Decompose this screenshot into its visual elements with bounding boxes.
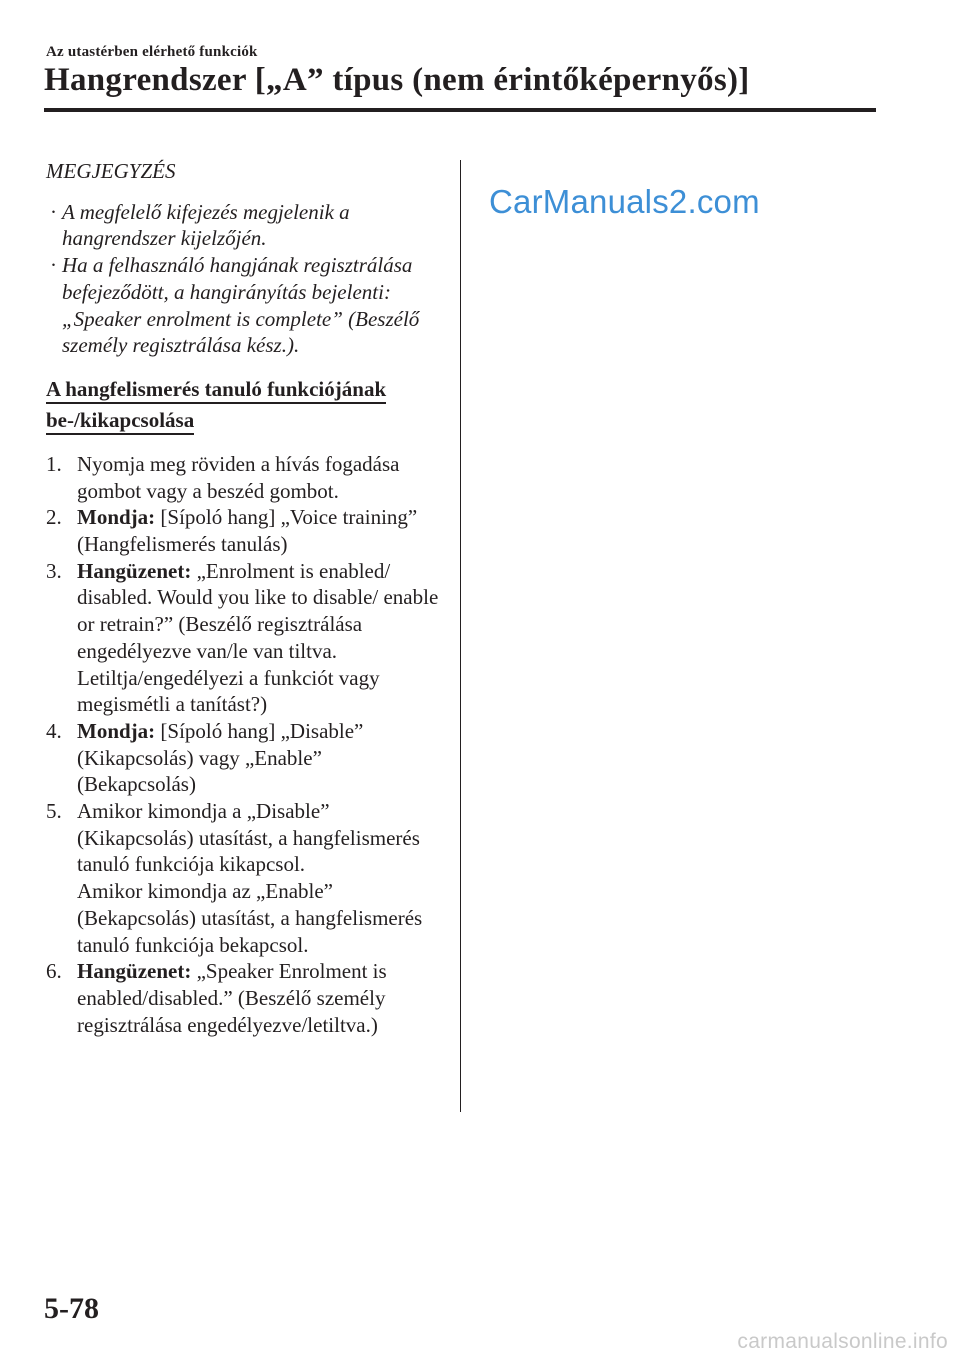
step-text: Amikor kimondja a „Disable” (Kikapcsolás) utasítást, a hangfelismerés tanuló funkciója kikapcsol. [77,799,420,877]
step-number: 5. [46,799,62,824]
step-item [46,958,446,1038]
bullet-dot-icon: · [50,253,57,278]
page-title: Hangrendszer [„A” típus (nem érintőképernyős)] [44,62,750,98]
step-item [46,504,446,557]
bullet-dot-icon: · [50,199,57,224]
step-label: Mondja: [77,505,156,530]
step-text: Amikor kimondja az „Enable” (Bekapcsolás) utasítást, a hangfelismerés tanuló funkciója bekapcsol. [77,879,423,957]
step-number: 4. [46,718,62,743]
step-item [46,451,446,504]
watermark-logo: CarManuals2.com [489,183,760,220]
step-text: Nyomja meg röviden a hívás fogadása gombot vagy a beszéd gombot. [77,451,400,503]
step-item [46,718,446,798]
step-label: Mondja: [77,718,156,743]
title-divider [44,108,876,112]
step-item [46,798,446,958]
step-number: 2. [46,505,62,530]
section-label: Az utastérben elérhető funkciók [46,44,258,60]
step-text: [Sípoló hang] „Disable” (Kikapcsolás) vagy „Enable” (Bekapcsolás) [77,718,364,797]
step-text: „Enrolment is enabled/ disabled. Would you like to disable/ enable or retrain?” (Beszélő regisztrálása engedélyezve van/le van tiltva. Letiltja/engedélyezi a funkciót vagy megismétli a tanítást?) [77,558,439,717]
note-item-text: A megfelelő kifejezés megjelenik a hangrendszer kijelzőjén. [62,199,350,251]
section-heading [46,376,446,435]
footer-site-link[interactable]: carmanualsonline.info [737,1330,948,1353]
step-text: [Sípoló hang] „Voice training” (Hangfelismerés tanulás) [77,505,418,557]
column-divider [460,160,461,1112]
page-number: 5-78 [44,1292,99,1325]
section-heading-line: be-/kikapcsolása [46,408,194,435]
note-item-text: Ha a felhasználó hangjának regisztrálása befejeződött, a hangirányítás bejelenti: „Speaker enrolment is complete” (Beszélő személy regisztrálása kész.). [62,253,420,358]
note-item [46,252,446,359]
note-item [46,199,446,252]
left-column [46,158,446,1038]
step-number: 3. [46,558,62,583]
step-number: 1. [46,451,62,476]
step-label: Hangüzenet: [77,558,192,583]
note-list [46,199,446,359]
note-title: MEGJEGYZÉS [46,159,176,183]
section-heading-line: A hangfelismerés tanuló funkciójának [46,377,386,404]
steps-list [46,451,446,1038]
step-number: 6. [46,959,62,984]
step-text: „Speaker Enrolment is enabled/disabled.” (Beszélő személy regisztrálása engedélyezve/letiltva.) [77,959,387,1037]
step-label: Hangüzenet: [77,959,192,984]
step-item [46,558,446,718]
